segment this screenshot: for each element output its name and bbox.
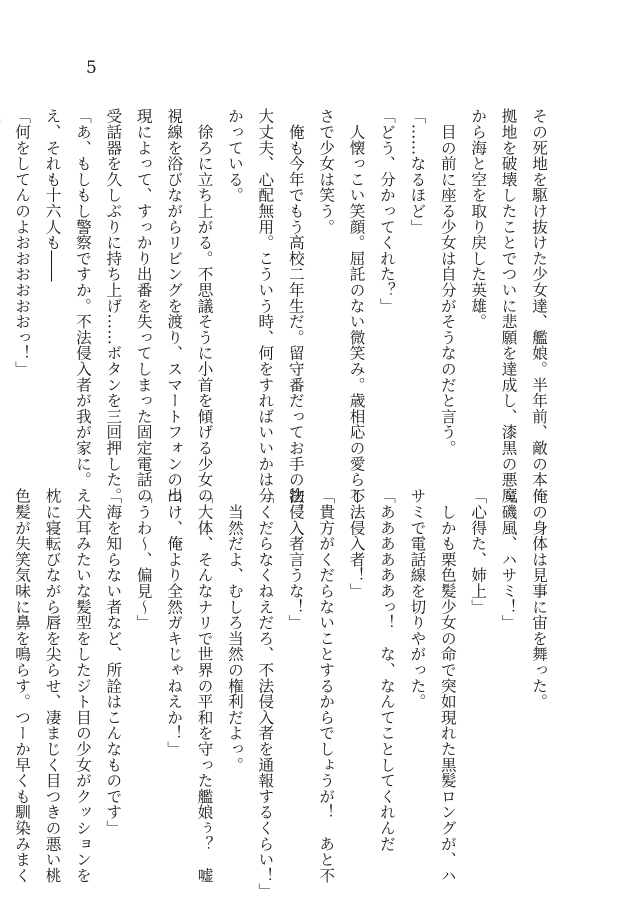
page-number: 5 — [86, 58, 97, 78]
text-line: から海と空を取り戻した英雄。 — [469, 108, 488, 330]
text-line: しかも栗色髪少女の命で突如現れた黒髪ロングが、ハ — [438, 488, 457, 883]
text-line: 不法侵入者！」 — [347, 488, 366, 599]
text-line: その死地を駆け抜けた少女達、艦娘。半年前、敵の本 — [530, 108, 548, 488]
text-line: 「貴方がくだらないことするからでしょうが！ あと不 — [317, 488, 336, 883]
text-line: 俺も今年でもう高校二年生だ。留守番だってお手の物。 — [286, 108, 305, 519]
text-line: 枕に寝転びながら唇を尖らせ、凄まじく目つきの悪い桃 — [43, 488, 62, 883]
text-line: 「あ、もしもし警察ですか。不法侵入者が我が家に。え — [73, 108, 92, 503]
text-line: 「うわ～、偏見～」 — [134, 488, 153, 631]
text-line: 受話器を久しぶりに持ち上げ……ボタンを三回押した。 — [104, 108, 123, 503]
text-line: 「心得た、姉上」 — [469, 488, 488, 615]
text-line: 俺の身体は見事に宙を舞った。 — [530, 488, 548, 710]
text-line: 「海を知らない者など、所詮はこんなものです」 — [104, 488, 123, 836]
text-line — [0, 108, 7, 442]
text-line: 「何をしてんのよおおおおおおっ！」 — [13, 108, 32, 377]
text-line — [0, 488, 7, 824]
text-line: サミで電話線を切りやがった。 — [408, 488, 427, 710]
text-line: 大丈夫、心配無用。こういう時、何をすればいいかは分 — [256, 108, 275, 503]
text-line: つけ、俺より全然ガキじゃねえか！」 — [165, 488, 184, 757]
text-line: 法侵入者言うな！」 — [286, 488, 305, 631]
text-line: え、それも十六人も―― — [43, 108, 62, 282]
text-line: 犬耳みたいな髪型をしたジト目の少女がクッションを — [73, 488, 92, 883]
text-line: 「くだらなくねえだろ、不法侵入者を通報するくらい！」 — [256, 488, 275, 899]
upper-text-block — [13, 108, 554, 519]
text-line: かっている。 — [225, 108, 244, 203]
text-line: 人懐っこい笑顔。屈託のない微笑み。歳相応の愛らし — [347, 108, 366, 503]
text-line: 視線を浴びながらリビングを渡り、スマートフォンの出 — [165, 108, 184, 503]
text-line: 徐ろに立ち上がる。不思議そうに小首を傾げる少女の — [195, 108, 214, 503]
text-line: 「大体、そんなナリで世界の平和を守った艦娘ぅ？ 嘘 — [195, 488, 214, 883]
text-line: 当然だよ、むしろ当然の権利だよっ。 — [225, 488, 244, 773]
text-line: 「ああああああっ！ な、なんてことしてくれんだ — [377, 488, 396, 852]
text-line: 「磯風、ハサミ！」 — [499, 488, 518, 631]
text-line: 拠地を破壊したことでついに悲願を達成し、漆黒の悪魔 — [499, 108, 518, 503]
text-line: 色髪が失笑気味に鼻を鳴らす。つーか早くも馴染みまく — [13, 488, 32, 883]
text-line: 目の前に座る少女は自分がそうなのだと言う。 — [438, 108, 457, 456]
text-line: 現によって、すっかり出番を失ってしまった固定電話の — [134, 108, 153, 503]
text-line: さで少女は笑う。 — [317, 108, 336, 235]
lower-text-block — [13, 488, 554, 899]
text-line: 「……なるほど」 — [408, 108, 427, 235]
text-line: 「どう、分かってくれた？」 — [377, 108, 396, 314]
